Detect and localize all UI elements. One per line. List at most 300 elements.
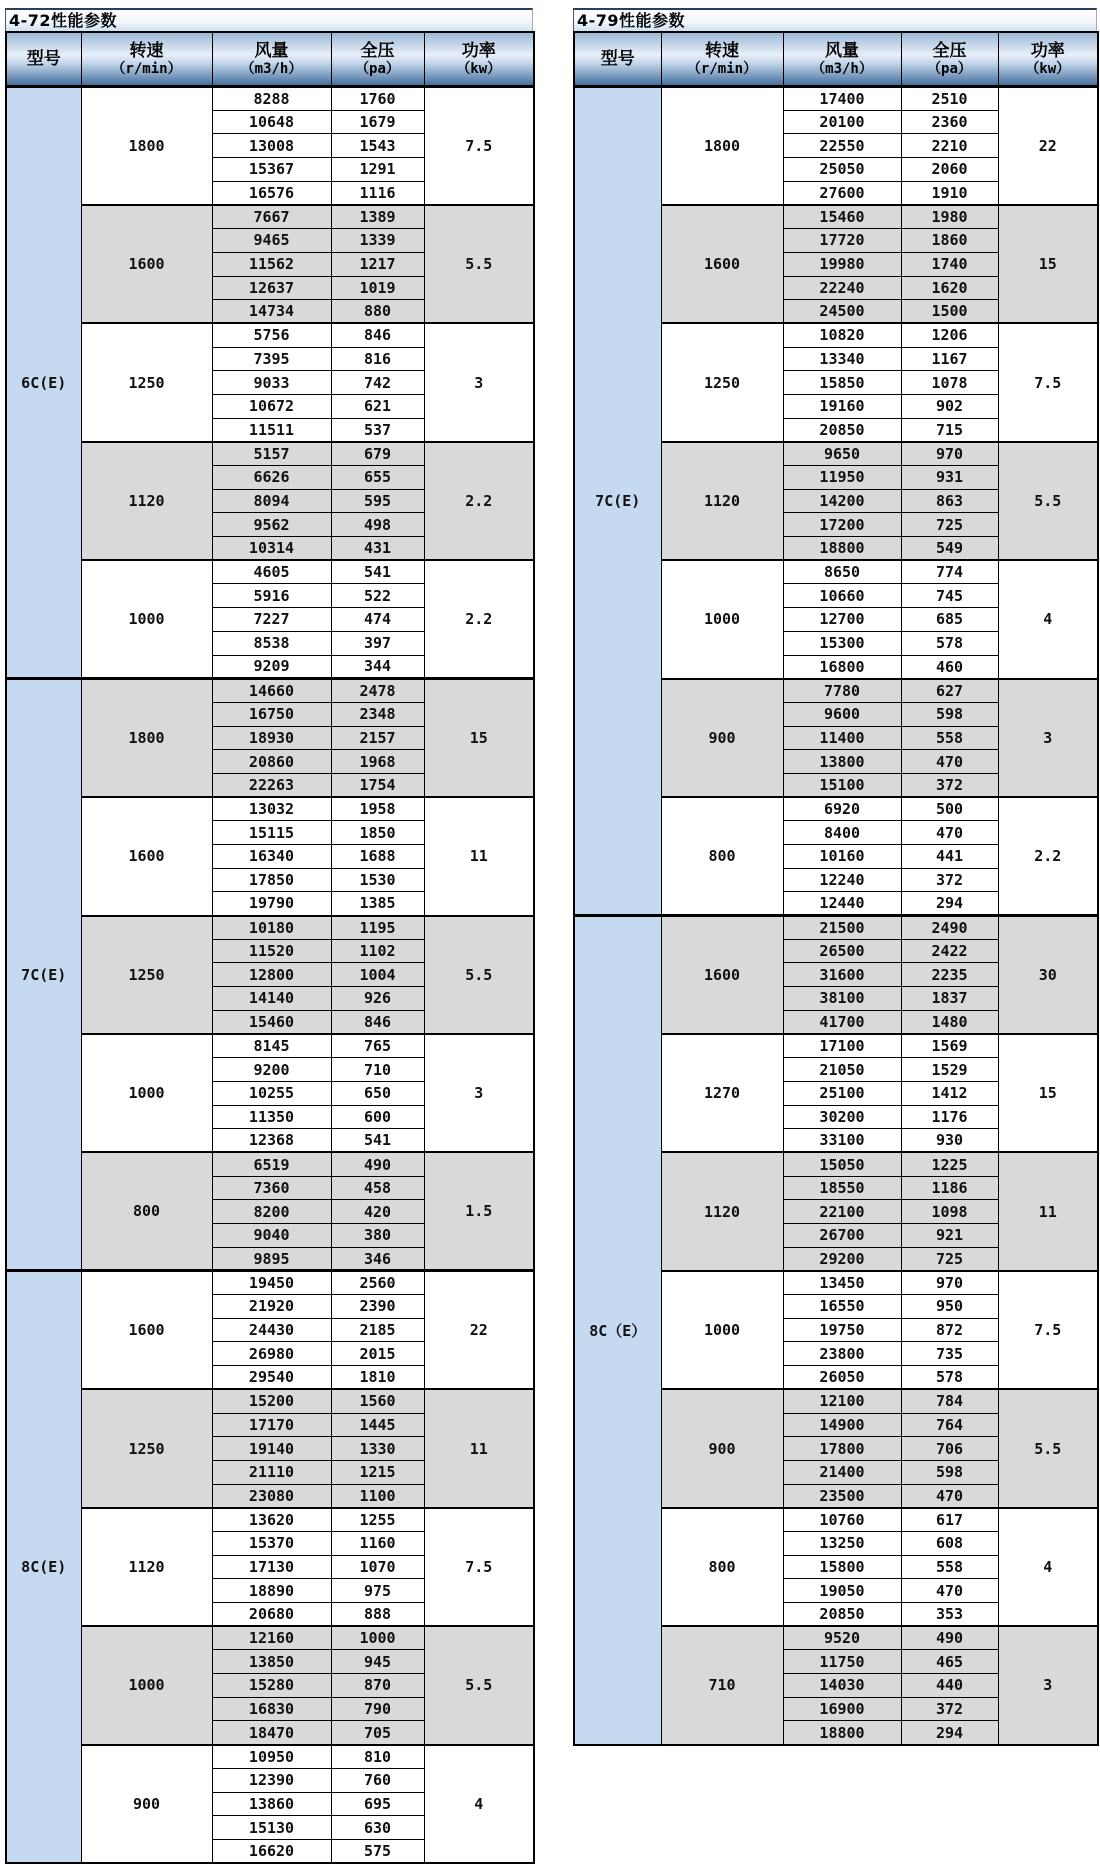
flow-cell: 17130 [212, 1555, 331, 1579]
pressure-cell: 600 [331, 1105, 424, 1129]
table-row [6, 1152, 534, 1176]
pressure-cell: 2060 [901, 158, 998, 182]
flow-cell: 5157 [212, 442, 331, 466]
pressure-cell: 685 [901, 608, 998, 632]
speed-cell: 800 [661, 1508, 783, 1626]
speed-cell: 1600 [81, 205, 212, 323]
table-row [6, 1508, 534, 1532]
performance-table-4-72性能参数 [5, 8, 533, 1864]
pressure-cell: 2157 [331, 726, 424, 750]
col-header-pressure [901, 32, 998, 87]
pressure-cell: 344 [331, 655, 424, 679]
pressure-cell: 578 [901, 1366, 998, 1390]
pressure-cell: 1569 [901, 1034, 998, 1058]
table-row [6, 1389, 534, 1413]
flow-cell: 11562 [212, 252, 331, 276]
flow-cell: 10160 [783, 845, 901, 869]
speed-cell: 1000 [661, 1271, 783, 1389]
pressure-cell: 1543 [331, 134, 424, 158]
power-cell: 22 [998, 87, 1098, 205]
pressure-cell: 742 [331, 371, 424, 395]
power-cell: 1.5 [424, 1152, 534, 1270]
pressure-cell: 784 [901, 1389, 998, 1413]
pressure-cell: 725 [901, 513, 998, 537]
power-cell: 4 [424, 1745, 534, 1863]
pressure-cell: 470 [901, 1484, 998, 1508]
pressure-cell: 294 [901, 892, 998, 916]
flow-cell: 16900 [783, 1697, 901, 1721]
col-header-model [6, 32, 81, 87]
flow-cell: 16550 [783, 1295, 901, 1319]
pressure-cell: 2348 [331, 702, 424, 726]
table-row [6, 1034, 534, 1058]
pressure-cell: 500 [901, 797, 998, 821]
flow-cell: 10648 [212, 110, 331, 134]
pressure-cell: 872 [901, 1318, 998, 1342]
pressure-cell: 470 [901, 821, 998, 845]
pressure-cell: 1860 [901, 229, 998, 253]
pressure-cell: 745 [901, 584, 998, 608]
data-table [5, 31, 535, 1864]
speed-cell: 800 [81, 1152, 212, 1270]
col-header-power-label: 功率 [461, 41, 496, 61]
flow-cell: 15460 [212, 1010, 331, 1034]
pressure-cell: 1958 [331, 797, 424, 821]
flow-cell: 12390 [212, 1768, 331, 1792]
flow-cell: 27600 [783, 181, 901, 205]
pressure-cell: 541 [331, 560, 424, 584]
table-title: 4-72性能参数 [5, 8, 533, 31]
pressure-cell: 1000 [331, 1626, 424, 1650]
pressure-cell: 1078 [901, 371, 998, 395]
col-header-pressure-label: 全压 [932, 41, 967, 61]
flow-cell: 17100 [783, 1034, 901, 1058]
flow-cell: 33100 [783, 1129, 901, 1153]
flow-cell: 7360 [212, 1176, 331, 1200]
flow-cell: 14030 [783, 1674, 901, 1698]
pressure-cell: 598 [901, 702, 998, 726]
flow-cell: 15367 [212, 158, 331, 182]
flow-cell: 10660 [783, 584, 901, 608]
flow-cell: 31600 [783, 963, 901, 987]
flow-cell: 9033 [212, 371, 331, 395]
power-cell: 3 [998, 1626, 1098, 1744]
flow-cell: 7395 [212, 347, 331, 371]
flow-cell: 15370 [212, 1531, 331, 1555]
pressure-cell: 1910 [901, 181, 998, 205]
power-cell: 3 [424, 1034, 534, 1152]
flow-cell: 25100 [783, 1081, 901, 1105]
pressure-cell: 2235 [901, 963, 998, 987]
flow-cell: 11400 [783, 726, 901, 750]
power-cell: 4 [998, 1508, 1098, 1626]
speed-cell: 1800 [81, 679, 212, 797]
flow-cell: 8145 [212, 1034, 331, 1058]
pressure-cell: 1291 [331, 158, 424, 182]
flow-cell: 17200 [783, 513, 901, 537]
col-header-power-unit: （kw） [456, 61, 502, 77]
pressure-cell: 470 [901, 750, 998, 774]
flow-cell: 6519 [212, 1152, 331, 1176]
power-cell: 5.5 [424, 916, 534, 1034]
flow-cell: 26500 [783, 939, 901, 963]
table-row [6, 87, 534, 111]
pressure-cell: 541 [331, 1129, 424, 1153]
col-header-speed [661, 32, 783, 87]
flow-cell: 10760 [783, 1508, 901, 1532]
pressure-cell: 2185 [331, 1318, 424, 1342]
speed-cell: 1120 [661, 1152, 783, 1270]
col-header-speed [81, 32, 212, 87]
pressure-cell: 655 [331, 466, 424, 490]
flow-cell: 26050 [783, 1366, 901, 1390]
model-cell: 8C（E） [574, 916, 661, 1745]
flow-cell: 15460 [783, 205, 901, 229]
col-header-flow-unit: （m3/h） [811, 61, 873, 77]
speed-cell: 900 [661, 679, 783, 797]
flow-cell: 22550 [783, 134, 901, 158]
pressure-cell: 1968 [331, 750, 424, 774]
speed-cell: 1600 [661, 205, 783, 323]
flow-cell: 5916 [212, 584, 331, 608]
flow-cell: 7227 [212, 608, 331, 632]
power-cell: 5.5 [998, 442, 1098, 560]
flow-cell: 10255 [212, 1081, 331, 1105]
flow-cell: 12368 [212, 1129, 331, 1153]
pressure-cell: 846 [331, 1010, 424, 1034]
flow-cell: 29200 [783, 1247, 901, 1271]
flow-cell: 20860 [212, 750, 331, 774]
flow-cell: 17850 [212, 868, 331, 892]
flow-cell: 11750 [783, 1650, 901, 1674]
power-cell: 5.5 [998, 1389, 1098, 1507]
flow-cell: 12700 [783, 608, 901, 632]
pressure-cell: 975 [331, 1579, 424, 1603]
flow-cell: 15850 [783, 371, 901, 395]
flow-cell: 17800 [783, 1437, 901, 1461]
pressure-cell: 921 [901, 1224, 998, 1248]
pressure-cell: 465 [901, 1650, 998, 1674]
col-header-flow-label: 风量 [254, 41, 289, 61]
power-cell: 5.5 [424, 205, 534, 323]
speed-cell: 1600 [661, 916, 783, 1034]
flow-cell: 20850 [783, 1603, 901, 1627]
pressure-cell: 598 [901, 1460, 998, 1484]
flow-cell: 17720 [783, 229, 901, 253]
flow-cell: 19160 [783, 394, 901, 418]
table-row [6, 797, 534, 821]
flow-cell: 19050 [783, 1579, 901, 1603]
pressure-cell: 558 [901, 1555, 998, 1579]
flow-cell: 13250 [783, 1531, 901, 1555]
pressure-cell: 764 [901, 1413, 998, 1437]
flow-cell: 13800 [783, 750, 901, 774]
pressure-cell: 294 [901, 1721, 998, 1745]
pressure-cell: 1837 [901, 987, 998, 1011]
flow-cell: 23800 [783, 1342, 901, 1366]
pressure-cell: 353 [901, 1603, 998, 1627]
table-title: 4-79性能参数 [573, 8, 1097, 31]
pressure-cell: 627 [901, 679, 998, 703]
col-header-speed-label: 转速 [129, 41, 164, 61]
pressure-cell: 2422 [901, 939, 998, 963]
flow-cell: 9465 [212, 229, 331, 253]
pressure-cell: 1445 [331, 1413, 424, 1437]
pressure-cell: 2490 [901, 916, 998, 940]
pressure-cell: 617 [901, 1508, 998, 1532]
flow-cell: 24430 [212, 1318, 331, 1342]
flow-cell: 10672 [212, 394, 331, 418]
flow-cell: 21110 [212, 1460, 331, 1484]
pressure-cell: 1529 [901, 1058, 998, 1082]
flow-cell: 20100 [783, 110, 901, 134]
pressure-cell: 679 [331, 442, 424, 466]
flow-cell: 11950 [783, 466, 901, 490]
model-cell: 6C(E) [6, 87, 81, 679]
power-cell: 7.5 [424, 1508, 534, 1626]
pressure-cell: 810 [331, 1745, 424, 1769]
power-cell: 3 [998, 679, 1098, 797]
col-header-flow-unit: （m3/h） [240, 61, 303, 77]
pressure-cell: 1385 [331, 892, 424, 916]
col-header-power [998, 32, 1098, 87]
flow-cell: 29540 [212, 1366, 331, 1390]
flow-cell: 22240 [783, 276, 901, 300]
header-row [574, 32, 1098, 87]
pressure-cell: 2478 [331, 679, 424, 703]
flow-cell: 8200 [212, 1200, 331, 1224]
flow-cell: 13620 [212, 1508, 331, 1532]
flow-cell: 14900 [783, 1413, 901, 1437]
pressure-cell: 1206 [901, 323, 998, 347]
pressure-cell: 595 [331, 489, 424, 513]
power-cell: 11 [998, 1152, 1098, 1270]
speed-cell: 1000 [81, 1034, 212, 1152]
flow-cell: 11520 [212, 939, 331, 963]
pressure-cell: 2390 [331, 1295, 424, 1319]
pressure-cell: 490 [331, 1152, 424, 1176]
pressure-cell: 1225 [901, 1152, 998, 1176]
flow-cell: 21400 [783, 1460, 901, 1484]
flow-cell: 9650 [783, 442, 901, 466]
pressure-cell: 774 [901, 560, 998, 584]
pressure-cell: 1330 [331, 1437, 424, 1461]
col-header-flow [783, 32, 901, 87]
flow-cell: 21920 [212, 1295, 331, 1319]
flow-cell: 7780 [783, 679, 901, 703]
col-header-flow-label: 风量 [825, 41, 859, 61]
power-cell: 11 [424, 797, 534, 915]
pressure-cell: 372 [901, 1697, 998, 1721]
flow-cell: 11350 [212, 1105, 331, 1129]
table-row [6, 323, 534, 347]
pressure-cell: 630 [331, 1816, 424, 1840]
power-cell: 7.5 [998, 323, 1098, 441]
flow-cell: 12440 [783, 892, 901, 916]
flow-cell: 19790 [212, 892, 331, 916]
pressure-cell: 1620 [901, 276, 998, 300]
flow-cell: 18930 [212, 726, 331, 750]
flow-cell: 9200 [212, 1058, 331, 1082]
flow-cell: 22100 [783, 1200, 901, 1224]
col-header-pressure-unit: （pa） [355, 61, 400, 77]
col-header-pressure [331, 32, 424, 87]
pressure-cell: 950 [901, 1295, 998, 1319]
speed-cell: 1120 [661, 442, 783, 560]
power-cell: 30 [998, 916, 1098, 1034]
flow-cell: 8094 [212, 489, 331, 513]
flow-cell: 10820 [783, 323, 901, 347]
power-cell: 4 [998, 560, 1098, 678]
flow-cell: 13860 [212, 1792, 331, 1816]
flow-cell: 14140 [212, 987, 331, 1011]
flow-cell: 16800 [783, 655, 901, 679]
pressure-cell: 945 [331, 1650, 424, 1674]
flow-cell: 9209 [212, 655, 331, 679]
flow-cell: 9600 [783, 702, 901, 726]
header-row [6, 32, 534, 87]
speed-cell: 1120 [81, 442, 212, 560]
col-header-pressure-unit: （pa） [927, 61, 972, 77]
speed-cell: 1120 [81, 1508, 212, 1626]
flow-cell: 18470 [212, 1721, 331, 1745]
col-header-speed-unit: （r/min） [686, 61, 758, 77]
flow-cell: 7667 [212, 205, 331, 229]
pressure-cell: 470 [901, 1579, 998, 1603]
flow-cell: 25050 [783, 158, 901, 182]
power-cell: 11 [424, 1389, 534, 1507]
flow-cell: 15800 [783, 1555, 901, 1579]
pressure-cell: 1560 [331, 1389, 424, 1413]
flow-cell: 14200 [783, 489, 901, 513]
col-header-power-label: 功率 [1030, 41, 1065, 61]
pressure-cell: 490 [901, 1626, 998, 1650]
flow-cell: 19450 [212, 1271, 331, 1295]
pressure-cell: 440 [901, 1674, 998, 1698]
flow-cell: 13032 [212, 797, 331, 821]
flow-cell: 23080 [212, 1484, 331, 1508]
table-row [6, 205, 534, 229]
pressure-cell: 498 [331, 513, 424, 537]
power-cell: 7.5 [998, 1271, 1098, 1389]
performance-table-4-79性能参数 [573, 8, 1097, 1746]
model-cell: 8C(E) [6, 1271, 81, 1863]
pressure-cell: 575 [331, 1839, 424, 1863]
pressure-cell: 621 [331, 394, 424, 418]
power-cell: 3 [424, 323, 534, 441]
pressure-cell: 1679 [331, 110, 424, 134]
pressure-cell: 1980 [901, 205, 998, 229]
pressure-cell: 970 [901, 1271, 998, 1295]
pressure-cell: 926 [331, 987, 424, 1011]
speed-cell: 900 [661, 1389, 783, 1507]
data-table [573, 31, 1099, 1746]
flow-cell: 22263 [212, 773, 331, 797]
flow-cell: 8650 [783, 560, 901, 584]
flow-cell: 10950 [212, 1745, 331, 1769]
speed-cell: 1800 [81, 87, 212, 205]
table-row [6, 442, 534, 466]
speed-cell: 1000 [661, 560, 783, 678]
pressure-cell: 1217 [331, 252, 424, 276]
pressure-cell: 735 [901, 1342, 998, 1366]
col-header-power-unit: （kw） [1025, 61, 1071, 77]
flow-cell: 18550 [783, 1176, 901, 1200]
table-row [6, 916, 534, 940]
flow-cell: 14734 [212, 300, 331, 324]
pressure-cell: 558 [901, 726, 998, 750]
table-row [6, 560, 534, 584]
pressure-cell: 346 [331, 1247, 424, 1271]
flow-cell: 15050 [783, 1152, 901, 1176]
pressure-cell: 765 [331, 1034, 424, 1058]
pressure-cell: 2360 [901, 110, 998, 134]
pressure-cell: 846 [331, 323, 424, 347]
flow-cell: 6920 [783, 797, 901, 821]
pressure-cell: 1176 [901, 1105, 998, 1129]
pressure-cell: 441 [901, 845, 998, 869]
flow-cell: 26700 [783, 1224, 901, 1248]
speed-cell: 1800 [661, 87, 783, 205]
flow-cell: 10314 [212, 537, 331, 561]
pressure-cell: 870 [331, 1674, 424, 1698]
table-row [574, 916, 1098, 940]
flow-cell: 16620 [212, 1839, 331, 1863]
speed-cell: 1250 [81, 323, 212, 441]
pressure-cell: 715 [901, 418, 998, 442]
pressure-cell: 1740 [901, 252, 998, 276]
flow-cell: 5756 [212, 323, 331, 347]
power-cell: 22 [424, 1271, 534, 1389]
col-header-model-label: 型号 [600, 49, 635, 69]
pressure-cell: 2560 [331, 1271, 424, 1295]
pressure-cell: 725 [901, 1247, 998, 1271]
flow-cell: 19980 [783, 252, 901, 276]
table-row [6, 1271, 534, 1295]
col-header-speed-unit: （r/min） [111, 61, 182, 77]
flow-cell: 23500 [783, 1484, 901, 1508]
pressure-cell: 608 [901, 1531, 998, 1555]
flow-cell: 16830 [212, 1697, 331, 1721]
col-header-speed-label: 转速 [705, 41, 739, 61]
flow-cell: 13450 [783, 1271, 901, 1295]
speed-cell: 1000 [81, 560, 212, 678]
flow-cell: 20680 [212, 1603, 331, 1627]
flow-cell: 30200 [783, 1105, 901, 1129]
pressure-cell: 578 [901, 631, 998, 655]
pressure-cell: 458 [331, 1176, 424, 1200]
flow-cell: 12100 [783, 1389, 901, 1413]
flow-cell: 19750 [783, 1318, 901, 1342]
pressure-cell: 1850 [331, 821, 424, 845]
speed-cell: 1270 [661, 1034, 783, 1152]
pressure-cell: 902 [901, 394, 998, 418]
pressure-cell: 1186 [901, 1176, 998, 1200]
flow-cell: 12800 [212, 963, 331, 987]
flow-cell: 15200 [212, 1389, 331, 1413]
flow-cell: 20850 [783, 418, 901, 442]
flow-cell: 41700 [783, 1010, 901, 1034]
pressure-cell: 522 [331, 584, 424, 608]
flow-cell: 12637 [212, 276, 331, 300]
speed-cell: 710 [661, 1626, 783, 1744]
power-cell: 15 [998, 205, 1098, 323]
pressure-cell: 760 [331, 1768, 424, 1792]
model-cell: 7C(E) [6, 679, 81, 1271]
power-cell: 2.2 [424, 560, 534, 678]
flow-cell: 21500 [783, 916, 901, 940]
pressure-cell: 695 [331, 1792, 424, 1816]
